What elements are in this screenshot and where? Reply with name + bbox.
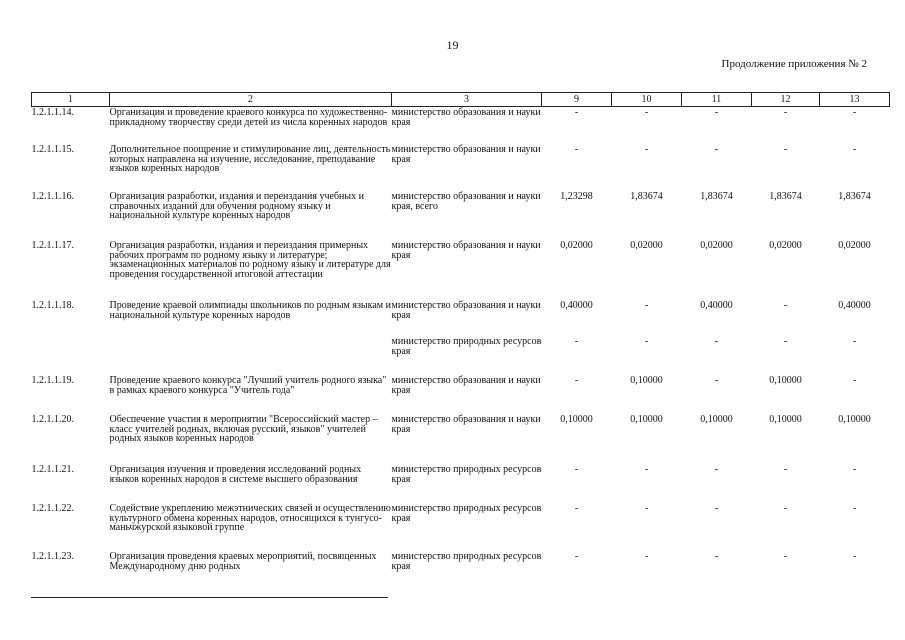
value-col-12: - [783, 503, 788, 514]
header-cell: 3 [392, 93, 542, 107]
item-number: 1.2.1.1.23. [31, 551, 74, 562]
bottom-rule [31, 597, 388, 598]
item-executor: министерство природных ресурсов края [391, 503, 542, 524]
value-col-13: - [852, 464, 857, 475]
value-col-9: 0,40000 [560, 300, 593, 311]
continuation-label: Продолжение приложения № 2 [721, 58, 867, 70]
header-cell: 1 [32, 93, 110, 107]
item-executor: министерство образования и науки края [391, 375, 541, 396]
value-col-10: 0,02000 [630, 240, 663, 251]
item-number: 1.2.1.1.17. [31, 240, 74, 251]
value-col-13: - [852, 336, 857, 347]
item-description: Обеспечение участия в мероприятии "Всероссийский мастер – класс учителей родных, включая русский, языков" учителей родных языков коренных народов [109, 414, 378, 444]
value-col-12: - [783, 144, 788, 155]
table-row [32, 414, 890, 464]
value-col-12: - [783, 107, 788, 118]
item-number [32, 336, 110, 375]
value-col-13: - [852, 551, 857, 562]
item-description: Организация разработки, издания и переиздания учебных и справочных изданий для обучения родному языку и национальной культуре коренных народов [109, 191, 364, 221]
item-number: 1.2.1.1.14. [31, 107, 74, 118]
value-col-12: - [783, 336, 788, 347]
value-col-9: - [574, 503, 579, 514]
value-col-11: - [714, 551, 719, 562]
value-col-9: - [574, 464, 579, 475]
value-col-10: - [644, 107, 649, 118]
value-col-12: 0,10000 [769, 414, 802, 425]
value-col-11: 1,83674 [700, 191, 733, 202]
header-cell: 2 [110, 93, 392, 107]
value-col-10: - [644, 336, 649, 347]
value-col-10: - [644, 503, 649, 514]
header-row [32, 93, 890, 107]
table-row [32, 464, 890, 503]
item-executor: министерство образования и науки края [391, 300, 541, 321]
value-col-12: 0,02000 [769, 240, 802, 251]
value-col-10: - [644, 551, 649, 562]
item-description: Организация разработки, издания и переиздания примерных рабочих программ по родному языку и литературе; экзаменационных материалов по родному языку и литературе для проведения государственной итоговой аттестации [109, 240, 391, 280]
value-col-9: - [574, 107, 579, 118]
item-description: Содействие укреплению межэтнических связей и осуществлению культурного обмена коренных народов, относящихся к тунгусо-маньчжурской языковой группе [109, 503, 391, 533]
item-executor: министерство природных ресурсов края [391, 336, 542, 357]
item-executor: министерство образования и науки края [391, 144, 541, 165]
item-description: Проведение краевой олимпиады школьников по родным языкам и национальной культуре коренных народов [109, 300, 391, 321]
item-description: Организация проведения краевых мероприятий, посвященных Международному дню родных [109, 551, 377, 572]
value-col-10: 1,83674 [630, 191, 663, 202]
value-col-12: 0,10000 [769, 375, 802, 386]
value-col-10: - [644, 144, 649, 155]
header-cell: 10 [612, 93, 682, 107]
value-col-11: - [714, 464, 719, 475]
item-executor: министерство природных ресурсов края [391, 551, 542, 572]
table-row [32, 300, 890, 336]
value-col-13: - [852, 503, 857, 514]
value-col-9: - [574, 336, 579, 347]
item-executor: министерство образования и науки края [391, 414, 541, 435]
item-number: 1.2.1.1.18. [31, 300, 74, 311]
value-col-13: - [852, 144, 857, 155]
value-col-13: 0,40000 [838, 300, 871, 311]
value-col-9: - [574, 551, 579, 562]
value-col-13: 1,83674 [838, 191, 871, 202]
value-col-10: 0,10000 [630, 375, 663, 386]
table-row [32, 551, 890, 582]
header-cell: 11 [682, 93, 752, 107]
item-number: 1.2.1.1.16. [31, 191, 74, 202]
value-col-9: 1,23298 [560, 191, 593, 202]
table-row [32, 375, 890, 414]
item-number: 1.2.1.1.21. [31, 464, 74, 475]
value-col-12: - [783, 551, 788, 562]
item-number: 1.2.1.1.15. [31, 144, 74, 155]
value-col-13: - [852, 375, 857, 386]
value-col-11: 0,02000 [700, 240, 733, 251]
value-col-9: - [574, 144, 579, 155]
item-executor: министерство образования и науки края [391, 240, 541, 261]
value-col-9: 0,02000 [560, 240, 593, 251]
value-col-11: - [714, 375, 719, 386]
value-col-13: - [852, 107, 857, 118]
value-col-11: - [714, 503, 719, 514]
table-row [32, 144, 890, 191]
item-description: Дополнительное поощрение и стимулирование лиц, деятельность которых направлена на изучение, исследование, преподавание языков коренных народов [109, 144, 391, 174]
item-description [110, 336, 392, 375]
appendix-table [31, 92, 890, 582]
table-row [32, 191, 890, 240]
value-col-12: - [783, 300, 788, 311]
header-cell: 13 [820, 93, 890, 107]
value-col-10: 0,10000 [630, 414, 663, 425]
table-row [32, 336, 890, 375]
item-description: Проведение краевого конкурса "Лучший учитель родного языка" в рамках краевого конкурса "Учитель года" [109, 375, 387, 396]
value-col-9: 0,10000 [560, 414, 593, 425]
table-row [32, 503, 890, 551]
value-col-11: - [714, 336, 719, 347]
table-row [32, 240, 890, 300]
header-cell: 12 [752, 93, 820, 107]
value-col-11: - [714, 144, 719, 155]
item-executor: министерство образования и науки края [391, 107, 541, 128]
item-number: 1.2.1.1.20. [31, 414, 74, 425]
value-col-11: 0,40000 [700, 300, 733, 311]
value-col-13: 0,02000 [838, 240, 871, 251]
item-executor: министерство природных ресурсов края [391, 464, 542, 485]
value-col-12: 1,83674 [769, 191, 802, 202]
value-col-10: - [644, 464, 649, 475]
header-cell: 9 [542, 93, 612, 107]
value-col-11: 0,10000 [700, 414, 733, 425]
page-number: 19 [446, 38, 459, 52]
value-col-12: - [783, 464, 788, 475]
item-number: 1.2.1.1.22. [31, 503, 74, 514]
value-col-9: - [574, 375, 579, 386]
item-number: 1.2.1.1.19. [31, 375, 74, 386]
item-description: Организация и проведение краевого конкурса по художественно-прикладному творчеству среди детей из числа коренных народов [109, 107, 388, 128]
item-executor: министерство образования и науки края, всего [391, 191, 541, 212]
item-description: Организация изучения и проведения исследований родных языков коренных народов в системе высшего образования [109, 464, 362, 485]
value-col-13: 0,10000 [838, 414, 871, 425]
value-col-10: - [644, 300, 649, 311]
table-row [32, 107, 890, 145]
value-col-11: - [714, 107, 719, 118]
